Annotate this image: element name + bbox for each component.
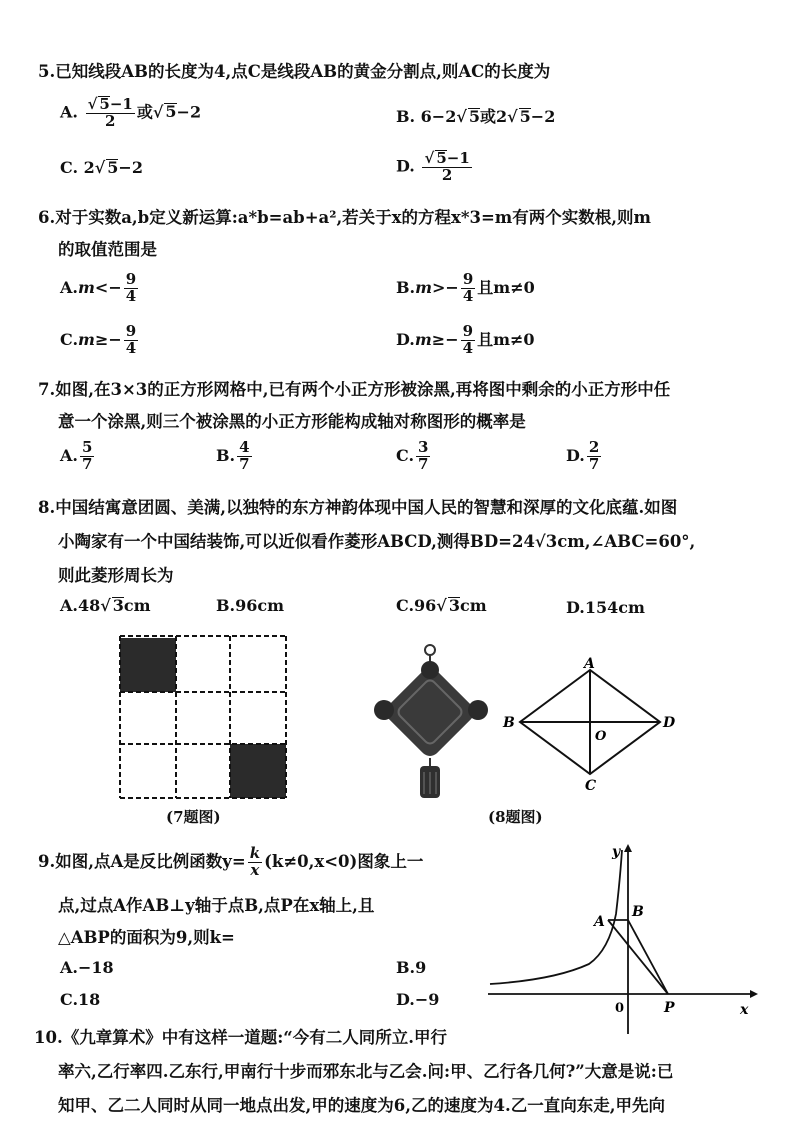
q9-d-text: −9 — [414, 990, 440, 1009]
q7-b-den: 7 — [239, 454, 250, 473]
grid-cell-shaded-top-left — [120, 638, 176, 692]
y-axis-label: y — [612, 844, 621, 860]
q6-c-den: 4 — [125, 338, 137, 357]
q5-a-or: 或 — [136, 102, 153, 122]
q7-c-label: C. — [396, 445, 415, 465]
x-axis-arrow — [750, 990, 758, 998]
q5-a-num-tail: −1 — [109, 95, 133, 113]
q9-graph-figure — [484, 840, 760, 1036]
q7-grid-figure — [112, 630, 292, 802]
q5-option-b-label: B. — [396, 107, 416, 126]
q9-b-text: 9 — [415, 958, 427, 977]
q6-option-a — [60, 272, 140, 305]
q9-k-over-x — [248, 846, 262, 879]
q6-option-b — [396, 272, 535, 305]
q5-d-num-tail: −1 — [446, 149, 470, 167]
q9-a-label: A. — [60, 958, 78, 977]
point-p-label: P — [664, 1000, 675, 1016]
q6-c-num: 9 — [125, 322, 137, 340]
q5-option-c-label: C. — [60, 158, 79, 177]
q5-a-num-radicand: 5 — [99, 95, 110, 113]
q6-a-label: A. — [60, 277, 78, 297]
q6-option-c — [60, 324, 140, 357]
q7-stem-line2: 意一个涂黑,则三个被涂黑的小正方形能构成轴对称图形的概率是 — [58, 412, 526, 431]
point-b-label: B — [632, 904, 644, 920]
q8-a-post: cm — [123, 596, 151, 615]
q9-stem-post: (k≠0,x<0)图象上一 — [264, 851, 424, 871]
q9-option-c — [60, 990, 100, 1009]
q5-b-rad1: 5 — [468, 107, 480, 126]
q5-b-rad2: 5 — [519, 107, 531, 126]
q6-b-post: 且m≠0 — [477, 277, 535, 297]
q5-c-post: −2 — [118, 158, 143, 177]
q9-d-label: D. — [396, 990, 415, 1009]
q5-b-mid: 或2 — [480, 107, 508, 126]
q6-option-d — [396, 324, 535, 357]
segment-ap — [608, 920, 668, 994]
q6-d-den: 4 — [462, 338, 474, 357]
q6-d-num: 9 — [462, 322, 474, 340]
q8-option-b — [216, 596, 284, 615]
q5-option-d-label: D. — [396, 156, 415, 176]
q5-a-tail-post: −2 — [176, 102, 202, 122]
q9-frac-num: k — [249, 844, 261, 862]
q6-c-fraction — [124, 324, 138, 357]
q9-option-a — [60, 958, 114, 977]
segment-bp — [628, 920, 668, 994]
center-o-label: O — [595, 729, 607, 744]
q10-line1: 10.《九章算术》中有这样一道题:“今有二人同所立.甲行 — [34, 1028, 448, 1047]
q5-option-a: A. $\frac{√ 5-1}{2}$ 或√ 5−2 — [60, 95, 202, 130]
q5-option-a-fraction: $\frac{√ 5-1}{2}$ — [87, 95, 133, 130]
q8-c-pre: 96 — [414, 596, 437, 615]
q9-b-label: B. — [396, 958, 416, 977]
vertex-b-label: B — [503, 715, 515, 731]
q8-stem-line3: 则此菱形周长为 — [58, 566, 174, 585]
q5-b-post: −2 — [530, 107, 556, 126]
q8-d-label: D. — [566, 598, 585, 617]
q7-c-den: 7 — [418, 454, 429, 473]
q8-stem-line1: 8.中国结寓意团圆、美满,以独特的东方神韵体现中国人民的智慧和深厚的文化底蕴.如图 — [38, 498, 678, 517]
q7-b-fraction — [237, 440, 251, 473]
q7-a-fraction — [80, 440, 94, 473]
q8-c-label: C. — [396, 596, 415, 615]
q5-a-den: 2 — [105, 111, 116, 130]
q6-stem-line1: 6.对于实数a,b定义新运算:a*b=ab+a²,若关于x的方程x*3=m有两个实数根,则m — [38, 208, 651, 227]
point-a-label: A — [594, 914, 605, 930]
q8-c-rad: 3 — [448, 596, 460, 615]
q8-a-rad: 3 — [112, 596, 124, 615]
q9-frac-den: x — [250, 860, 260, 879]
q5-option-d-fraction: $\frac{√ 5-1}{2}$ — [424, 149, 470, 184]
q5-b-text: 6−2 — [420, 107, 457, 126]
origin-label: 0 — [615, 1001, 625, 1016]
q5-c-rad: 5 — [107, 158, 119, 177]
q6-b-label: B. — [396, 277, 416, 297]
q7-stem-line1: 7.如图,在3×3的正方形网格中,已有两个小正方形被涂黑,再将图中剩余的小正方形中任 — [38, 380, 671, 399]
q6-d-pre: m≥− — [414, 329, 459, 349]
q8-figure-caption: (8题图) — [488, 808, 543, 826]
q7-d-den: 7 — [588, 454, 600, 473]
q7-a-label: A. — [60, 445, 78, 465]
vertex-c-label: C — [585, 778, 597, 794]
q6-a-fraction — [124, 272, 138, 305]
q5-option-b: B. 6−2√ 5或2√ 5−2 — [396, 107, 556, 126]
grid-cell-shaded-bottom-right — [230, 744, 286, 798]
q5-d-num-radicand: 5 — [436, 149, 447, 167]
q6-c-label: C. — [60, 329, 79, 349]
vertex-a-label: A — [584, 656, 595, 672]
q8-a-label: A. — [60, 596, 78, 615]
q8-stem-line2: 小陶家有一个中国结装饰,可以近似看作菱形ABCD,测得BD=24√3cm,∠ABC=60°, — [58, 532, 696, 551]
q6-b-fraction — [461, 272, 475, 305]
q5-option-a-label: A. — [60, 102, 78, 122]
q9-stem-line2: 点,过点A作AB⊥y轴于点B,点P在x轴上,且 — [58, 896, 375, 915]
q7-option-b — [216, 440, 254, 473]
q8-option-a: A.48√ 3cm — [60, 596, 151, 615]
q6-a-pre: m<− — [77, 277, 122, 297]
q6-d-label: D. — [396, 329, 415, 349]
q7-figure-caption: (7题图) — [166, 808, 221, 826]
q8-d-text: 154cm — [584, 598, 645, 617]
q7-d-fraction — [587, 440, 601, 473]
q7-c-num: 3 — [418, 438, 429, 456]
q6-b-num: 9 — [462, 270, 474, 288]
q5-option-c: C. 2√ 5−2 — [60, 158, 143, 177]
q7-a-den: 7 — [81, 454, 93, 473]
q5-d-den: 2 — [441, 165, 453, 184]
q9-stem-line3: △ABP的面积为9,则k= — [58, 928, 235, 947]
q7-option-c — [396, 440, 432, 473]
q8-b-label: B. — [216, 596, 236, 615]
q6-b-pre: m>− — [415, 277, 459, 297]
q9-c-text: 18 — [78, 990, 101, 1009]
q7-b-num: 4 — [239, 438, 250, 456]
q5-stem: 5.已知线段AB的长度为4,点C是线段AB的黄金分割点,则AC的长度为 — [38, 62, 551, 81]
q9-c-label: C. — [60, 990, 79, 1009]
q7-c-fraction — [416, 440, 430, 473]
q7-b-label: B. — [216, 445, 236, 465]
q6-d-post: 且m≠0 — [477, 329, 535, 349]
q6-a-num: 9 — [125, 270, 137, 288]
q6-a-den: 4 — [125, 286, 137, 305]
q7-d-num: 2 — [588, 438, 600, 456]
q5-option-d — [396, 150, 474, 184]
q6-b-den: 4 — [462, 286, 474, 305]
q8-option-c: C.96√ 3cm — [396, 596, 487, 615]
q7-option-a — [60, 440, 96, 473]
q9-stem-line1 — [38, 846, 423, 879]
q9-a-text: −18 — [77, 958, 114, 977]
q9-stem-pre: 9.如图,点A是反比例函数y= — [38, 851, 246, 871]
vertex-d-label: D — [663, 715, 676, 731]
q6-d-fraction — [461, 324, 475, 357]
q10-line2: 率六,乙行率四.乙东行,甲南行十步而邪东北与乙会.问:甲、乙行各几何?”大意是说:已 — [58, 1062, 674, 1081]
x-axis-label: x — [740, 1002, 749, 1018]
q7-a-num: 5 — [81, 438, 93, 456]
q9-option-d — [396, 990, 439, 1009]
q8-option-d — [566, 598, 645, 617]
q5-c-text: 2 — [83, 158, 95, 177]
q8-c-post: cm — [459, 596, 487, 615]
q6-stem-line2: 的取值范围是 — [58, 240, 157, 259]
q8-rhombus-figure — [500, 656, 686, 796]
q6-c-pre: m≥− — [78, 329, 122, 349]
q5-a-tail-radicand: 5 — [165, 102, 177, 122]
chinese-knot-image — [368, 640, 502, 802]
q10-line3: 知甲、乙二人同时从同一地点出发,甲的速度为6,乙的速度为4.乙一直向东走,甲先向 — [58, 1096, 665, 1115]
y-axis-arrow — [624, 844, 632, 852]
q9-option-b — [396, 958, 426, 977]
q7-d-label: D. — [566, 445, 585, 465]
q8-b-text: 96cm — [235, 596, 285, 615]
q7-option-d — [566, 440, 603, 473]
q8-a-pre: 48 — [77, 596, 101, 615]
